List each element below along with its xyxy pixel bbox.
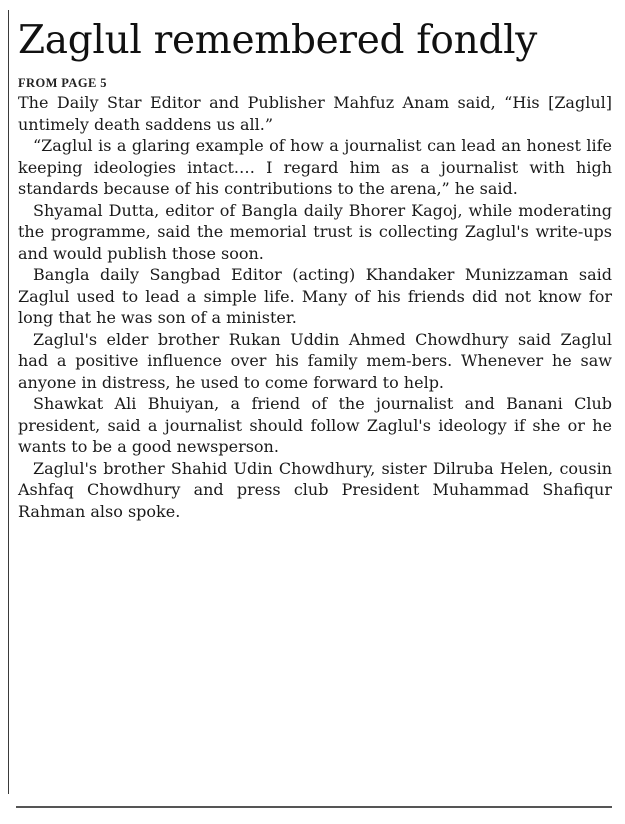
paragraph-1: The Daily Star Editor and Publisher Mahfuz Anam said, “His [Zaglul] untimely death saddens us all.” (18, 93, 612, 134)
headline: Zaglul remembered fondly (18, 18, 537, 63)
paragraph-3: Shyamal Dutta, editor of Bangla daily Bhorer Kagoj, while moderating the programme, said the memorial trust is collecting Zaglul's write-ups and would publish those soon. (18, 200, 612, 263)
bottom-rule (16, 806, 612, 808)
paragraph-7: Zaglul's brother Shahid Udin Chowdhury, sister Dilruba Helen, cousin Ashfaq Chowdhury and press club President Muhammad Shafiqur Rahman also spoke. (18, 458, 612, 521)
column-rule (8, 10, 9, 794)
paragraph-6: Shawkat Ali Bhuiyan, a friend of the journalist and Banani Club president, said a journalist should follow Zaglul's ideology if she or he wants to be a good newsperson. (18, 394, 612, 456)
continuation-label: FROM PAGE 5 (18, 76, 107, 90)
paragraph-4: Bangla daily Sangbad Editor (acting) Khandaker Munizzaman said Zaglul used to lead a simple life. Many of his friends did not know for long that he was son of a minister. (18, 265, 612, 327)
paragraph-5: Zaglul's elder brother Rukan Uddin Ahmed Chowdhury said Zaglul had a positive influence over his family mem-bers. Whenever he saw anyone in distress, he used to come forward to help. (18, 329, 612, 392)
paragraph-2: “Zaglul is a glaring example of how a journalist can lead an honest life keeping ideologies intact.… I regard him as a journalist with high standards because of his contributions to the arena,” he said. (18, 136, 612, 198)
article (18, 10, 612, 522)
